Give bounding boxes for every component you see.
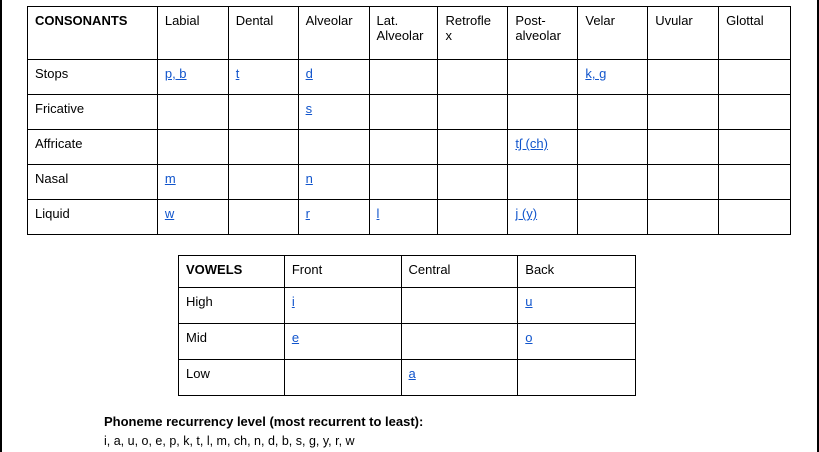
cell	[228, 60, 298, 95]
consonants-header-cell: Dental	[228, 7, 298, 60]
consonants-header-cell: Lat. Alveolar	[369, 7, 438, 60]
consonants-table	[27, 6, 791, 235]
cell	[508, 130, 578, 165]
cell	[508, 200, 578, 235]
row-label: Fricative	[28, 95, 158, 130]
consonants-header-cell: Alveolar	[298, 7, 369, 60]
consonants-header-cell: Uvular	[648, 7, 719, 60]
cell	[401, 360, 518, 396]
vowels-header-cell: VOWELS	[179, 256, 285, 288]
consonants-header-row	[28, 7, 791, 60]
phoneme-link[interactable]: tʃ (ch)	[515, 136, 548, 151]
cell	[369, 95, 438, 130]
cell	[157, 95, 228, 130]
cell	[719, 60, 791, 95]
phoneme-link[interactable]: m	[164, 171, 176, 186]
cell	[284, 324, 401, 360]
vowels-header-cell: Front	[284, 256, 401, 288]
vowels-header-cell: Back	[518, 256, 636, 288]
phoneme-link[interactable]: r	[305, 206, 310, 221]
row-label: High	[179, 288, 285, 324]
cell	[298, 95, 369, 130]
vowels-header-cell: Central	[401, 256, 518, 288]
cell	[578, 130, 648, 165]
consonants-row	[28, 95, 791, 130]
cell	[719, 95, 791, 130]
cell	[369, 165, 438, 200]
phoneme-link[interactable]: e	[291, 330, 300, 345]
vowels-header-row	[179, 256, 636, 288]
cell	[648, 130, 719, 165]
vowels-table	[178, 255, 636, 396]
consonants-row	[28, 130, 791, 165]
row-label: Nasal	[28, 165, 158, 200]
consonants-row	[28, 165, 791, 200]
cell	[228, 200, 298, 235]
phoneme-link[interactable]: s	[305, 101, 313, 116]
consonants-header-cell: Retrofle x	[438, 7, 508, 60]
vowels-row	[179, 360, 636, 396]
phoneme-link[interactable]: a	[408, 366, 416, 381]
cell	[719, 200, 791, 235]
phoneme-link[interactable]: u	[525, 294, 533, 309]
cell	[518, 324, 636, 360]
cell	[578, 60, 648, 95]
phoneme-link[interactable]: w	[164, 206, 175, 221]
cell	[518, 288, 636, 324]
cell	[369, 200, 438, 235]
phoneme-link[interactable]: n	[305, 171, 313, 186]
cell	[508, 60, 578, 95]
phoneme-link[interactable]: p, b	[164, 66, 187, 81]
consonants-header-cell: Velar	[578, 7, 648, 60]
cell	[157, 200, 228, 235]
cell	[369, 130, 438, 165]
cell	[648, 60, 719, 95]
row-label: Affricate	[28, 130, 158, 165]
consonants-row	[28, 60, 791, 95]
cell	[298, 60, 369, 95]
cell	[508, 165, 578, 200]
phoneme-link[interactable]: l	[376, 206, 380, 221]
consonants-header-cell: Glottal	[719, 7, 791, 60]
row-label: Low	[179, 360, 285, 396]
row-label: Mid	[179, 324, 285, 360]
cell	[438, 95, 508, 130]
phoneme-link[interactable]: t	[235, 66, 240, 81]
phoneme-link[interactable]: o	[525, 330, 533, 345]
consonants-header-cell: CONSONANTS	[28, 7, 158, 60]
cell	[228, 130, 298, 165]
row-label: Liquid	[28, 200, 158, 235]
cell	[284, 288, 401, 324]
cell	[578, 165, 648, 200]
cell	[578, 200, 648, 235]
cell	[284, 360, 401, 396]
cell	[719, 130, 791, 165]
vowels-row	[179, 324, 636, 360]
cell	[438, 130, 508, 165]
cell	[157, 60, 228, 95]
consonants-row	[28, 200, 791, 235]
consonants-header-cell: Labial	[157, 7, 228, 60]
cell	[298, 200, 369, 235]
cell	[518, 360, 636, 396]
cell	[508, 95, 578, 130]
consonants-header-cell: Post- alveolar	[508, 7, 578, 60]
cell	[401, 288, 518, 324]
cell	[648, 165, 719, 200]
cell	[401, 324, 518, 360]
cell	[298, 165, 369, 200]
cell	[438, 60, 508, 95]
row-label: Stops	[28, 60, 158, 95]
cell	[719, 165, 791, 200]
phoneme-link[interactable]: j (y)	[515, 206, 538, 221]
cell	[578, 95, 648, 130]
cell	[648, 200, 719, 235]
recurrency-title: Phoneme recurrency level (most recurrent to least):	[104, 414, 424, 429]
cell	[648, 95, 719, 130]
recurrency-list: i, a, u, o, e, p, k, t, l, m, ch, n, d, b, s, g, y, r, w	[104, 434, 355, 448]
vowels-row	[179, 288, 636, 324]
cell	[157, 130, 228, 165]
cell	[298, 130, 369, 165]
cell	[438, 165, 508, 200]
cell	[157, 165, 228, 200]
cell	[438, 200, 508, 235]
cell	[369, 60, 438, 95]
phoneme-link[interactable]: k, g	[585, 66, 607, 81]
cell	[228, 95, 298, 130]
phoneme-link[interactable]: i	[291, 294, 295, 309]
phoneme-link[interactable]: d	[305, 66, 313, 81]
cell	[228, 165, 298, 200]
